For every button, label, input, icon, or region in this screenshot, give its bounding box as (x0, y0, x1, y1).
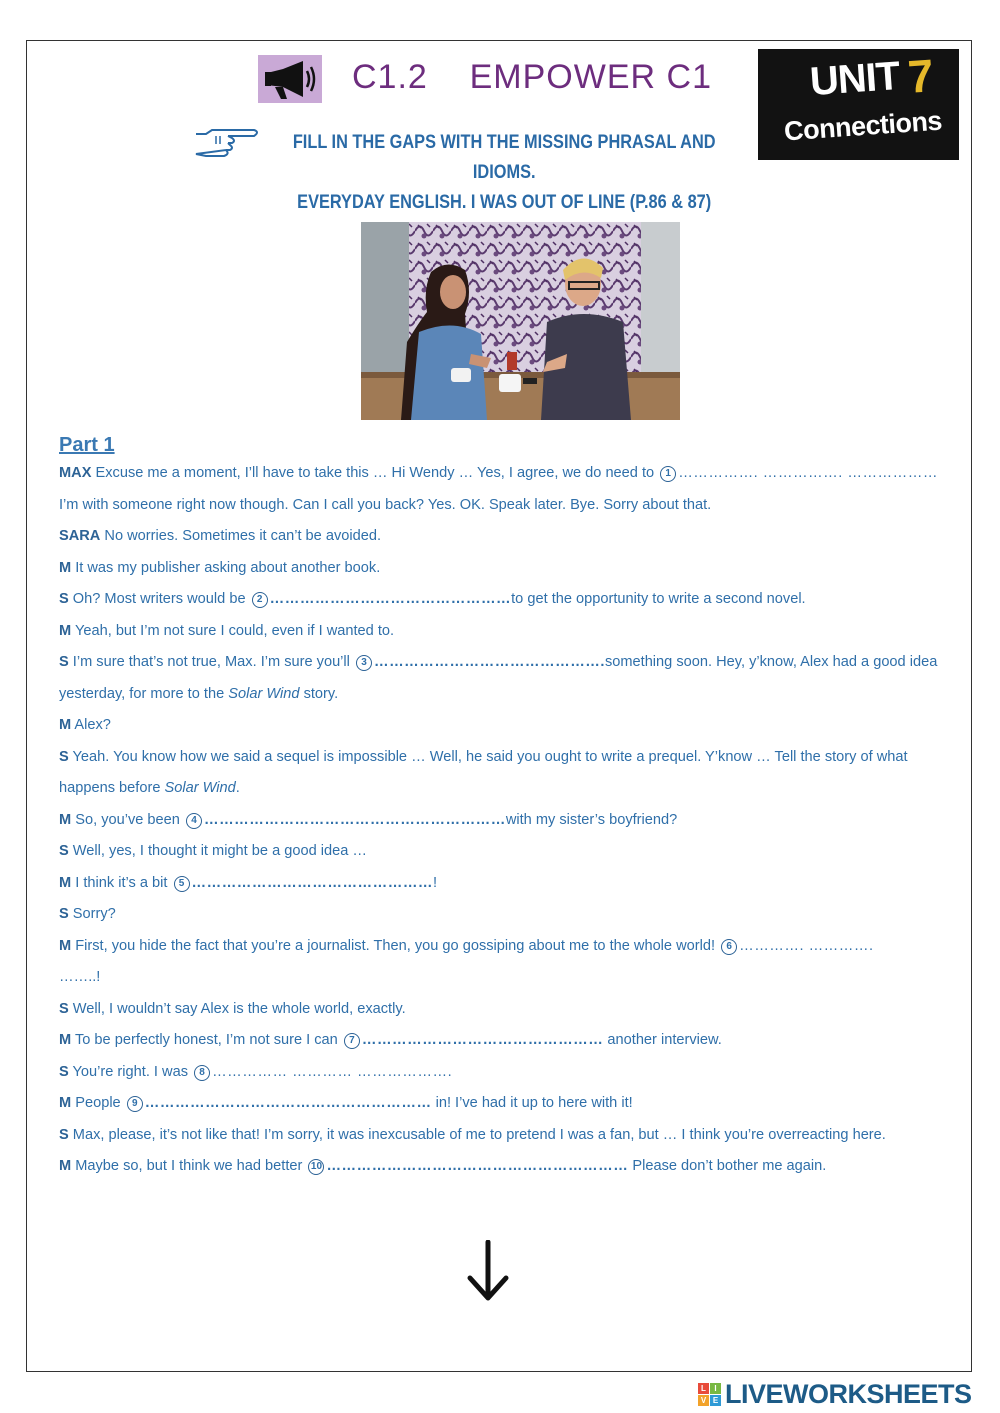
speaker-label: M (59, 559, 72, 576)
level-label: C1.2 (352, 58, 428, 96)
speaker-label: S (59, 1126, 69, 1143)
dialogue-line (59, 458, 959, 490)
dialogue-text: to get the opportunity to write a second novel. (511, 591, 806, 607)
dialogue-text: You’re right. I was (72, 1063, 188, 1080)
logo-squares (698, 1383, 721, 1406)
gap-number: 2 (252, 592, 268, 608)
dialogue-text: ! (433, 874, 438, 891)
dialogue-text: It was my publisher asking about another book. (75, 559, 381, 576)
unit-number: 7 (906, 49, 936, 103)
gap-number: 1 (660, 466, 676, 482)
dialogue-line (59, 868, 959, 900)
answer-gap[interactable]: …………… ………… ………………. (212, 1063, 453, 1080)
dialogue-text: yesterday, for more to the (59, 685, 225, 702)
dialogue-text: in! I’ve had it up to here with it! (431, 1095, 633, 1111)
dialogue-text: Well, yes, I thought it might be a good idea … (72, 843, 368, 859)
unit-word: UNIT (808, 53, 901, 105)
header-title (352, 58, 712, 97)
dialogue-line (59, 1025, 959, 1057)
dialogue-line (59, 647, 959, 679)
course-label: EMPOWER C1 (469, 58, 712, 96)
dialogue-text: Well, I wouldn’t say Alex is the whole world, exactly. (72, 1000, 406, 1017)
brand-text: LIVEWORKSHEETS (725, 1378, 972, 1409)
logo-square-i: I (710, 1383, 721, 1394)
dialogue-line (59, 1120, 959, 1152)
gap-number: 6 (721, 939, 737, 955)
pointing-hand-icon (192, 124, 262, 160)
dialogue-text: Oh? Most writers would be (72, 591, 246, 607)
speaker-label: S (59, 748, 69, 765)
dialogue-text: So, you’ve been (75, 811, 180, 828)
answer-gap[interactable]: ……………. ……………. ……………… (678, 465, 938, 481)
megaphone-icon (258, 55, 322, 103)
speaker-label: M (59, 874, 72, 891)
dialogue-line (59, 773, 959, 805)
speaker-label: S (59, 843, 69, 859)
speaker-label: M (59, 1032, 72, 1048)
answer-gap[interactable]: …………………………………………………… (326, 1158, 629, 1174)
speaker-label: M (59, 1158, 72, 1174)
speaker-label: M (59, 717, 72, 733)
story-title: Solar Wind (164, 780, 236, 796)
instructions (272, 128, 736, 218)
dialogue-text: Max, please, it’s not like that! I’m sorry, it was inexcusable of me to pretend I was a fan, but … I think you’re overreacting here. (72, 1126, 886, 1143)
dialogue-text: story. (303, 685, 339, 702)
dialogue-line (59, 1088, 959, 1120)
gap-number: 9 (127, 1096, 143, 1112)
part-heading: Part 1 (59, 434, 115, 456)
gap-number: 8 (194, 1065, 210, 1081)
dialogue-line (59, 584, 959, 616)
dialogue-line (59, 962, 959, 994)
answer-gap[interactable]: …………………………………………………… (203, 811, 506, 828)
dialogue-text: To be perfectly honest, I’m not sure I can (74, 1032, 342, 1048)
gap-number: 3 (356, 655, 372, 671)
dialogue-text: Alex? (74, 717, 111, 733)
story-title: Solar Wind (228, 685, 300, 702)
speaker-label: S (59, 1063, 69, 1080)
answer-gap[interactable]: …………. …………. (739, 937, 874, 954)
dialogue-line (59, 710, 959, 742)
dialogue-text: . (235, 780, 240, 796)
speaker-label: SARA (59, 528, 101, 544)
dialogue-text: People (75, 1095, 121, 1111)
liveworksheets-logo (698, 1378, 972, 1410)
dialogue-text: First, you hide the fact that you’re a journalist. Then, you go gossiping about me to the whole world! (75, 937, 716, 954)
speaker-label: M (59, 1095, 72, 1111)
dialogue-line (59, 899, 959, 931)
speaker-label: M (59, 811, 72, 828)
dialogue-text: I think it’s a bit (75, 874, 168, 891)
dialogue-text: Maybe so, but I think we had better (75, 1158, 303, 1174)
answer-gap[interactable]: ………………………………………… (191, 874, 433, 891)
gap-number: 10 (308, 1159, 324, 1175)
dialogue-line (59, 490, 959, 522)
dialogue-text: Yeah, but I’m not sure I could, even if I wanted to. (74, 622, 395, 639)
logo-square-v: V (698, 1395, 709, 1406)
dialogue (59, 458, 959, 1183)
answer-gap[interactable]: ………………………………………… (361, 1032, 604, 1048)
dialogue-text: happens before (59, 780, 161, 796)
dialogue-text: ……..! (59, 969, 101, 985)
gap-number: 7 (344, 1033, 360, 1049)
dialogue-line (59, 805, 959, 837)
speaker-label: S (59, 654, 69, 670)
arrow-down-icon (466, 1240, 510, 1302)
logo-square-e: E (710, 1395, 721, 1406)
speaker-label: MAX (59, 465, 92, 481)
instruction-line-1: FILL IN THE GAPS WITH THE MISSING PHRASAL AND IDIOMS. (292, 132, 716, 183)
dialogue-text: Excuse me a moment, I’ll have to take this … Hi Wendy … Yes, I agree, we do need to (95, 465, 655, 481)
gap-number: 4 (186, 813, 202, 829)
dialogue-text: Sorry? (72, 906, 116, 922)
dialogue-line (59, 521, 959, 553)
dialogue-text: another interview. (603, 1032, 722, 1048)
dialogue-line (59, 836, 959, 868)
speaker-label: M (59, 937, 72, 954)
dialogue-text: I’m sure that’s not true, Max. I’m sure you’ll (72, 654, 350, 670)
dialogue-line (59, 1057, 959, 1089)
dialogue-line (59, 994, 959, 1026)
scene-photo (361, 222, 680, 420)
logo-square-l: L (698, 1383, 709, 1394)
answer-gap[interactable]: ………………………………………… (269, 591, 512, 607)
dialogue-line (59, 679, 959, 711)
dialogue-text: No worries. Sometimes it can’t be avoided. (104, 528, 382, 544)
speaker-label: S (59, 591, 69, 607)
unit-title: Connections (783, 105, 943, 147)
dialogue-text: something soon. Hey, y’know, Alex had a good idea (604, 654, 938, 670)
dialogue-text: Please don’t bother me again. (628, 1158, 827, 1174)
dialogue-text: Yeah. You know how we said a sequel is impossible … Well, he said you ought to write a prequel. Y’know … Tell the story of what (72, 748, 908, 765)
speaker-label: M (59, 622, 72, 639)
dialogue-line (59, 616, 959, 648)
dialogue-line (59, 742, 959, 774)
speaker-label: S (59, 906, 69, 922)
gap-number: 5 (174, 876, 190, 892)
dialogue-line (59, 1151, 959, 1183)
speaker-label: S (59, 1000, 69, 1017)
dialogue-line (59, 553, 959, 585)
dialogue-line (59, 931, 959, 963)
answer-gap[interactable]: ………………………………………………… (144, 1095, 432, 1111)
dialogue-text: I’m with someone right now though. Can I call you back? Yes. OK. Speak later. Bye. Sorry about that. (59, 496, 712, 513)
unit-badge (758, 49, 959, 160)
instruction-line-2: EVERYDAY ENGLISH. I WAS OUT OF LINE (P.86 & 87) (297, 192, 712, 213)
dialogue-text: with my sister’s boyfriend? (505, 811, 678, 828)
answer-gap[interactable]: ………………………………………. (373, 654, 605, 670)
